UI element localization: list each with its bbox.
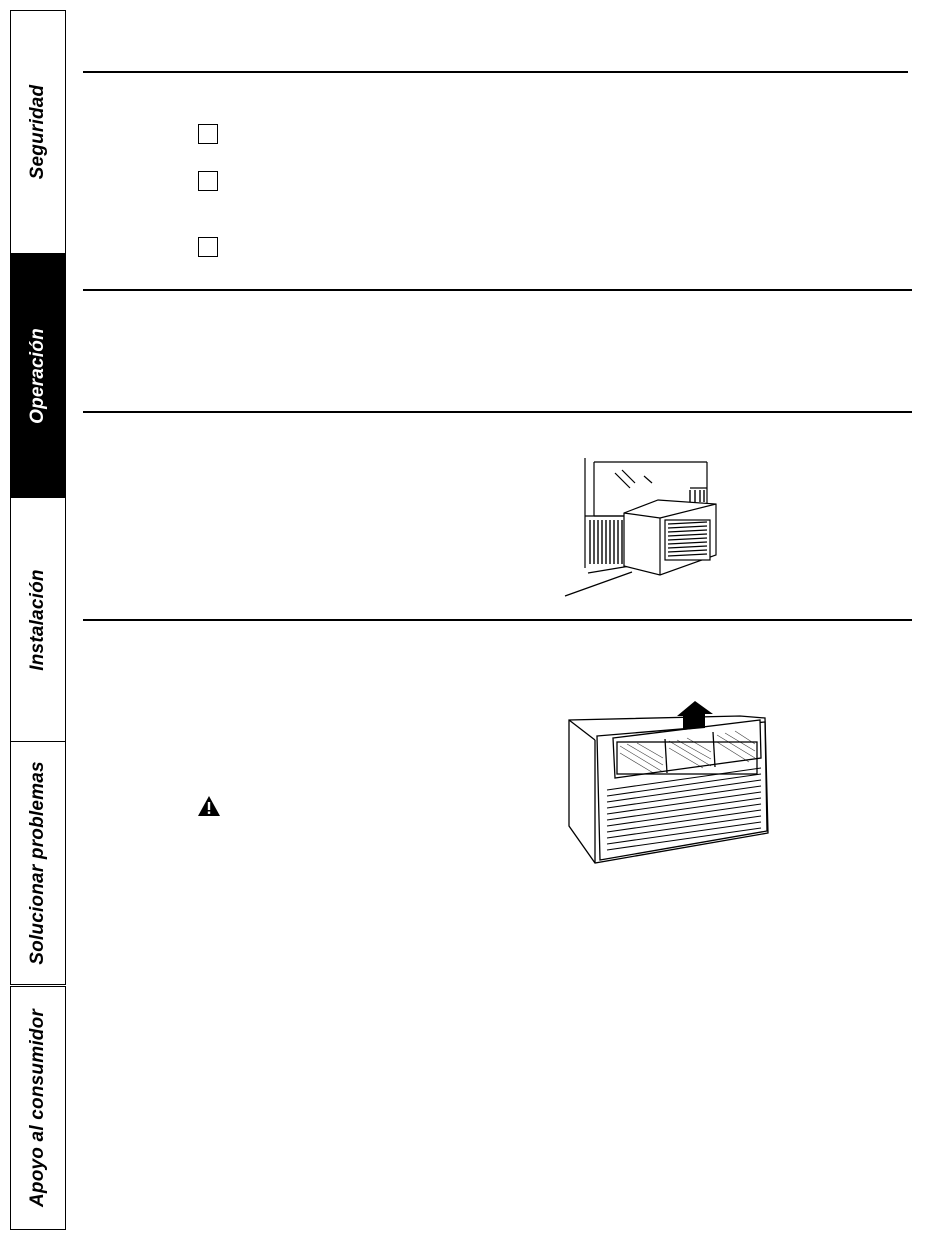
section-divider [83, 619, 912, 621]
tab-instalacion[interactable] [10, 497, 66, 742]
tab-operacion[interactable] [10, 253, 66, 498]
tab-label: Seguridad [27, 84, 48, 180]
tab-solucionar-problemas[interactable] [10, 741, 66, 985]
checklist-checkbox-2[interactable] [198, 171, 218, 191]
tab-label: Operación [27, 327, 48, 424]
section-divider [83, 71, 908, 73]
section-divider [83, 289, 912, 291]
tab-label: Instalación [27, 568, 48, 671]
section-divider [83, 411, 912, 413]
air-filter-removal-illustration [565, 698, 775, 870]
tab-apoyo-al-consumidor[interactable] [10, 986, 66, 1230]
tab-label: Apoyo al consumidor [27, 1008, 48, 1208]
checklist-checkbox-1[interactable] [198, 124, 218, 144]
checklist-checkbox-3[interactable] [198, 237, 218, 257]
window-air-conditioner-illustration [560, 458, 720, 598]
tab-label: Solucionar problemas [27, 761, 48, 965]
tab-seguridad[interactable] [10, 10, 66, 254]
warning-triangle-icon [197, 795, 221, 817]
